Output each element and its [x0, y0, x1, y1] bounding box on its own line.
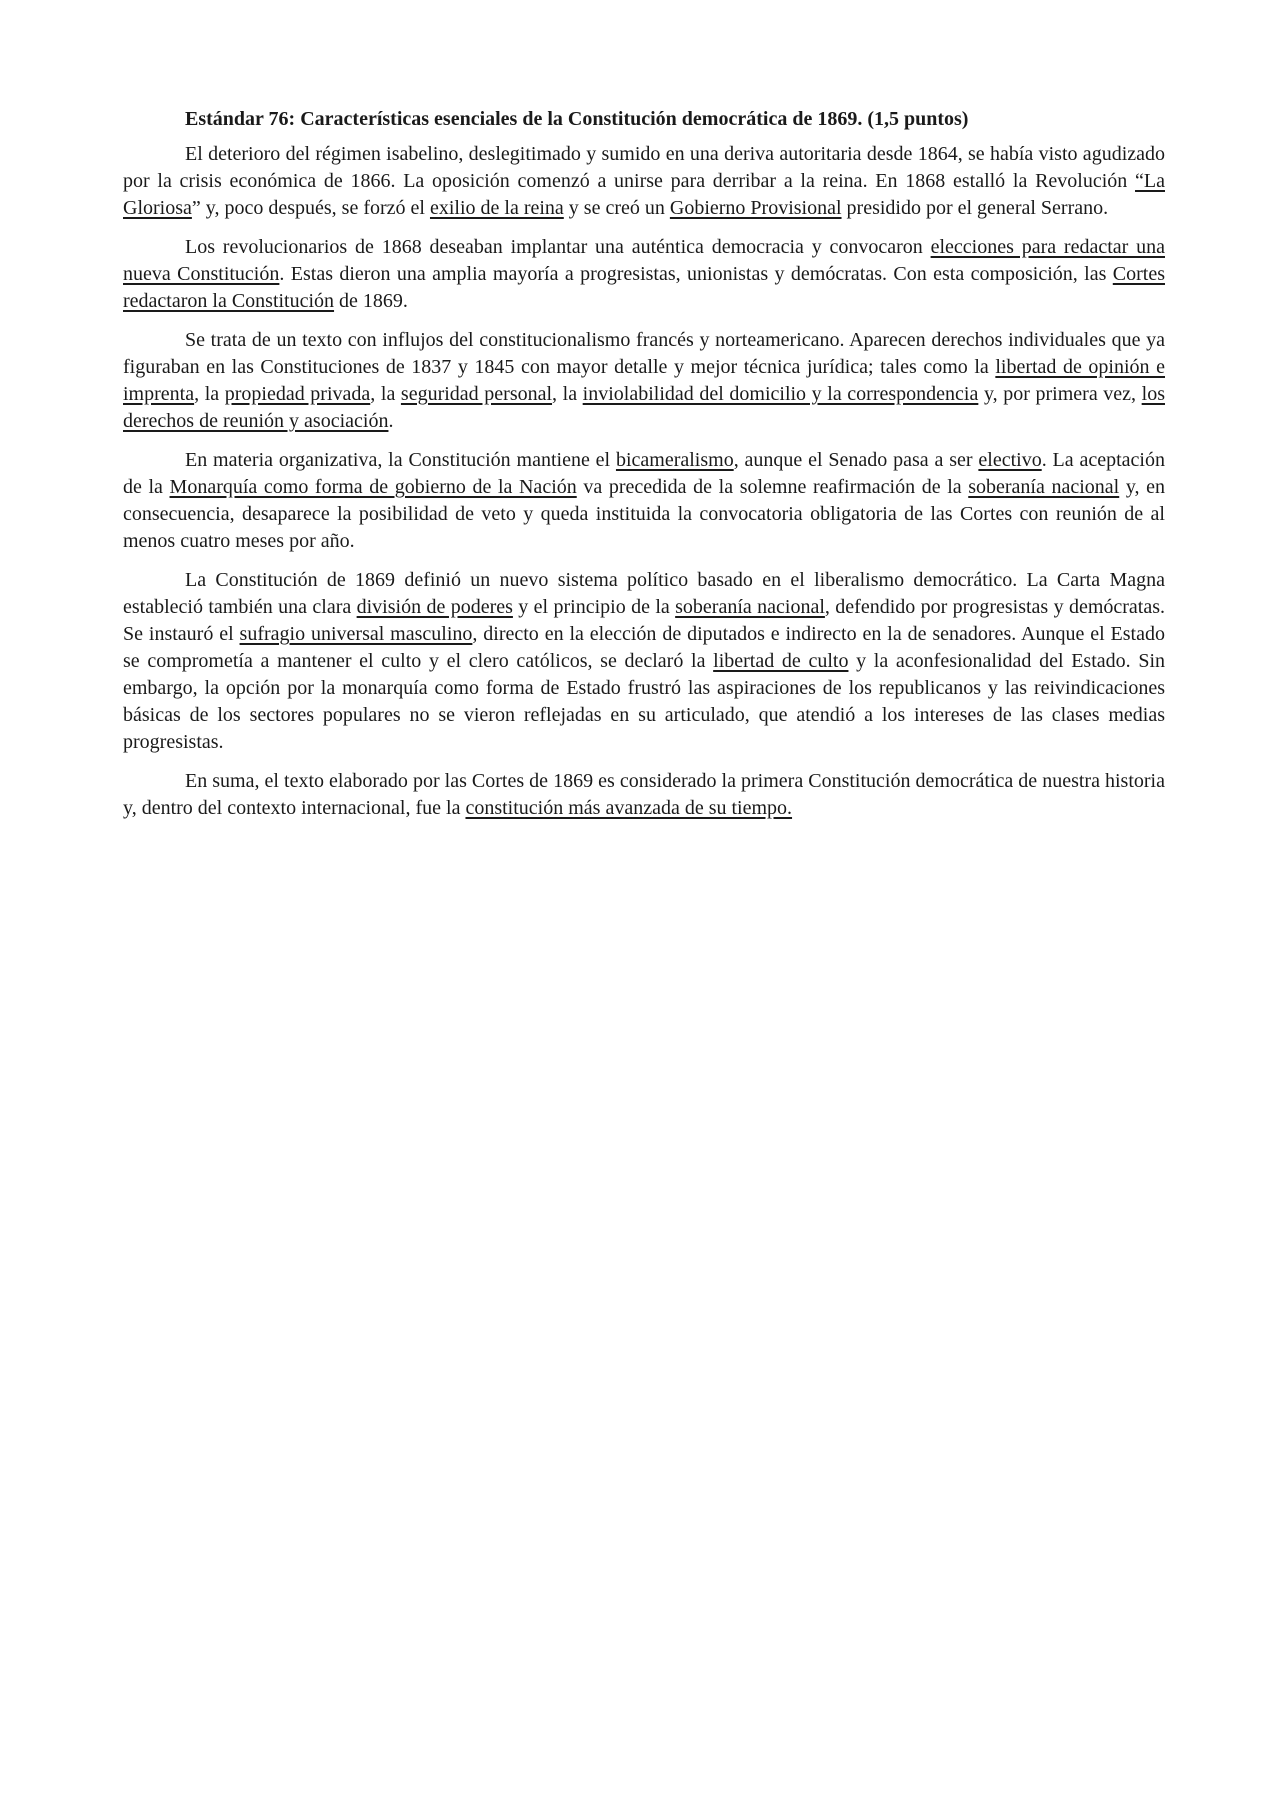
underlined-term: división de poderes — [356, 596, 513, 618]
text-segment: . — [388, 410, 394, 432]
text-segment: , aunque el Senado pasa a ser — [733, 449, 979, 471]
document-title: Estándar 76: Características esenciales de la Constitución democrática de 1869. (1,5 puntos) — [185, 108, 969, 130]
text-segment: En materia organizativa, la Constitución mantiene el — [185, 449, 616, 471]
underlined-term: libertad de culto — [713, 650, 849, 672]
underlined-term: soberanía nacional — [968, 476, 1120, 498]
underlined-term: bicameralismo — [615, 449, 734, 471]
underlined-term: libertad de opinión e imprenta — [123, 356, 1165, 405]
underlined-term: “La Gloriosa — [123, 170, 1165, 219]
text-segment: y, por primera vez, — [978, 383, 1142, 405]
text-segment: y se creó un — [563, 197, 670, 219]
document-body — [123, 141, 1165, 822]
text-segment: Los revolucionarios de 1868 deseaban implantar una auténtica democracia y convocaron — [185, 236, 931, 258]
underlined-term: constitución más avanzada de su tiempo. — [465, 797, 793, 819]
text-segment: y el principio de la — [512, 596, 676, 618]
text-segment: . La aceptación de la — [123, 449, 1165, 498]
paragraph-1 — [123, 141, 1165, 222]
text-segment: El deterioro del régimen isabelino, deslegitimado y sumido en una deriva autoritaria desde 1864, se había visto agudizado por la crisis económica de 1866. La oposición comenzó a unirse para derribar a la reina. En 1868 estalló la Revolución — [123, 143, 1165, 192]
underlined-term: Gobierno Provisional — [669, 197, 842, 219]
underlined-term: electivo — [978, 449, 1042, 471]
paragraph-6 — [123, 768, 1165, 822]
underlined-term: inviolabilidad del domicilio y la correspondencia — [582, 383, 979, 405]
paragraph-2 — [123, 234, 1165, 315]
text-segment: . Estas dieron una amplia mayoría a progresistas, unionistas y demócratas. Con esta composición, las — [279, 263, 1113, 285]
underlined-term: soberanía nacional — [675, 596, 825, 618]
underlined-term: exilio de la reina — [429, 197, 564, 219]
text-segment: , la — [370, 383, 401, 405]
underlined-term: Monarquía como forma de gobierno de la Nación — [169, 476, 577, 498]
document-page — [123, 106, 1165, 834]
text-segment: y la aconfesionalidad del Estado. Sin embargo, la opción por la monarquía como forma de Estado frustró las aspiraciones de los republicanos y las reivindicaciones básicas de los sectores populares no se vieron reflejadas en su articulado, que atendió a los intereses de las clases medias progresistas. — [123, 650, 1166, 753]
underlined-term: los derechos de reunión y asociación — [123, 383, 1165, 432]
text-segment: , directo en la elección de diputados e indirecto en la de senadores. Aunque el Estado se comprometía a mantener el culto y el clero católicos, se declaró la — [123, 623, 1165, 672]
text-segment: , la — [552, 383, 583, 405]
underlined-term: seguridad personal — [400, 383, 553, 405]
underlined-term: propiedad privada — [224, 383, 371, 405]
text-segment: va precedida de la solemne reafirmación de la — [576, 476, 969, 498]
text-segment: La Constitución de 1869 definió un nuevo sistema político basado en el liberalismo democrático. La Carta Magna estableció también una clara — [123, 569, 1165, 618]
text-segment: , defendido por progresistas y demócratas. Se instauró el — [123, 596, 1166, 645]
text-segment: ” y, poco después, se forzó el — [191, 197, 430, 219]
text-segment: Se trata de un texto con influjos del constitucionalismo francés y norteamericano. Aparecen derechos individuales que ya figuraban en las Constituciones de 1837 y 1845 con mayor detalle y mejor técnica jurídica; tales como la — [123, 329, 1165, 378]
paragraph-4 — [123, 447, 1165, 555]
underlined-term: sufragio universal masculino — [239, 623, 473, 645]
paragraph-5 — [123, 567, 1165, 756]
text-segment: de 1869. — [334, 290, 408, 312]
underlined-term: Cortes redactaron la Constitución — [123, 263, 1165, 312]
text-segment: y, en consecuencia, desaparece la posibilidad de veto y queda instituida la convocatoria obligatoria de las Cortes con reunión de al menos cuatro meses por año. — [123, 476, 1166, 552]
underlined-term: elecciones para redactar una nueva Constitución — [123, 236, 1165, 285]
text-segment: En suma, el texto elaborado por las Cortes de 1869 es considerado la primera Constitución democrática de nuestra historia y, dentro del contexto internacional, fue la — [123, 770, 1165, 819]
paragraph-3 — [123, 327, 1165, 435]
text-segment: , la — [194, 383, 225, 405]
text-segment: presidido por el general Serrano. — [841, 197, 1109, 219]
